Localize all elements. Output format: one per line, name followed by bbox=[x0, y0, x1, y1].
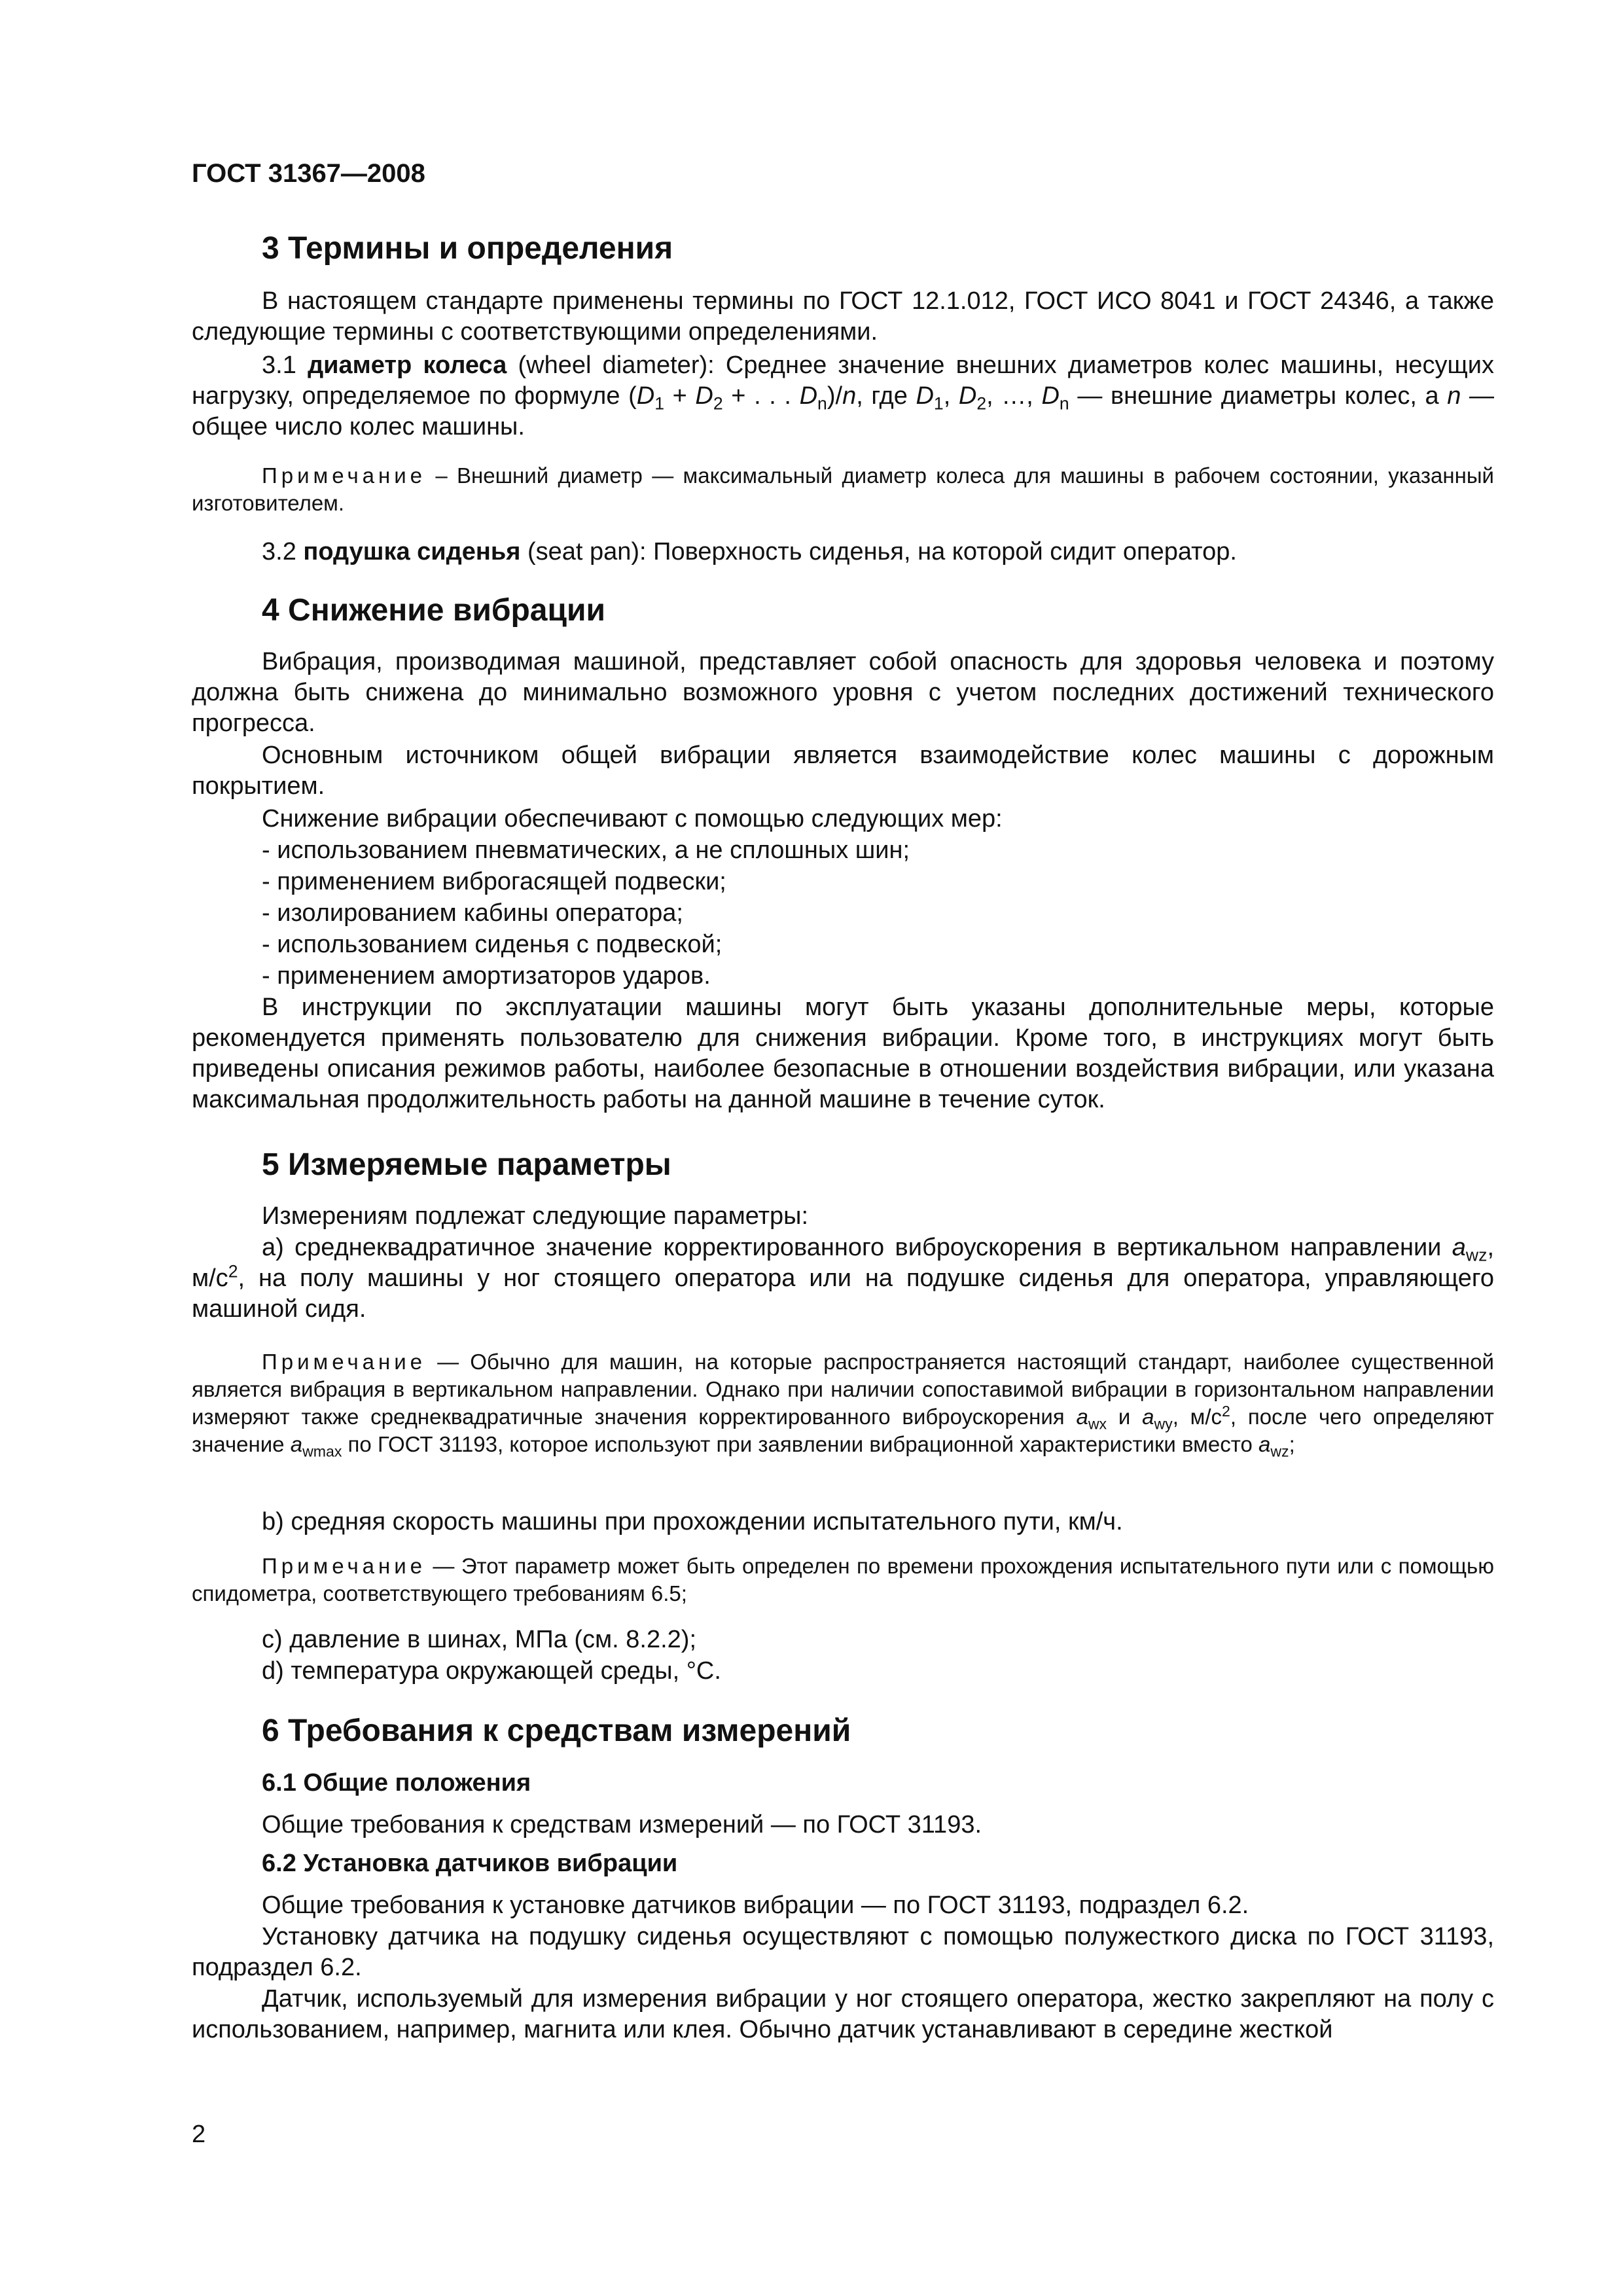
section-3-title: 3 Термины и определения bbox=[262, 231, 673, 266]
section-4-paragraph: Вибрация, производимая машиной, представляет собой опасность для здоровья человека и поэтому должна быть снижена до минимально возможного уровня с учетом последних достижений технического прогресса. bbox=[192, 648, 1494, 737]
symbol-sub: wz bbox=[1465, 1245, 1488, 1265]
term-3-1-text: — внешние диаметры колес, а bbox=[1069, 382, 1448, 410]
term-3-2-number: 3.2 bbox=[262, 538, 296, 565]
note-2-text: по ГОСТ 31193, которое используют при заявлении вибрационной характеристики вместо bbox=[342, 1432, 1258, 1456]
unit: , м/с bbox=[1172, 1405, 1222, 1429]
term-3-2 bbox=[192, 537, 1494, 567]
formula-D: D bbox=[695, 382, 713, 410]
symbol-sub: wz bbox=[1270, 1443, 1289, 1460]
formula-sub: n bbox=[817, 393, 827, 414]
section-5-title: 5 Измеряемые параметры bbox=[262, 1147, 671, 1182]
formula-n: n bbox=[1447, 382, 1461, 410]
list-item: - применением виброгасящей подвески; bbox=[262, 868, 726, 895]
formula-sub: 2 bbox=[713, 393, 723, 414]
symbol-a: a bbox=[1076, 1405, 1088, 1429]
formula-op: , bbox=[943, 382, 959, 410]
note-1-text: – Внешний диаметр — максимальный диаметр колеса для машины в рабочем состоянии, указанный изготовителем. bbox=[192, 463, 1494, 515]
note-1 bbox=[192, 462, 1494, 517]
symbol-a: a bbox=[290, 1432, 303, 1456]
formula-op: + bbox=[664, 382, 696, 410]
section-5-intro: Измерениям подлежат следующие параметры: bbox=[262, 1202, 809, 1230]
formula-n: n bbox=[842, 382, 857, 410]
list-item: - изолированием кабины оператора; bbox=[262, 899, 683, 927]
document-code-header: ГОСТ 31367—2008 bbox=[192, 159, 425, 188]
term-3-1-text: , где bbox=[856, 382, 916, 410]
term-3-1 bbox=[192, 350, 1494, 442]
formula-op: + . . . bbox=[722, 382, 800, 410]
subsection-6-1-title: 6.1 Общие положения bbox=[262, 1769, 531, 1797]
note-3-text: — Этот параметр может быть определен по времени прохождения испытательного пути или с помощью спидометра, соответствующего требованиям 6.5; bbox=[192, 1554, 1494, 1605]
section-3-intro: В настоящем стандарте применены термины по ГОСТ 12.1.012, ГОСТ ИСО 8041 и ГОСТ 24346, а также следующие термины с соответствующими определениями. bbox=[192, 287, 1494, 346]
formula-D: D bbox=[1041, 382, 1060, 410]
formula-op: )/ bbox=[827, 382, 843, 410]
formula-sub: 2 bbox=[976, 393, 987, 414]
symbol-a: a bbox=[1142, 1405, 1154, 1429]
parameter-d: d) температура окружающей среды, °С. bbox=[262, 1657, 721, 1685]
section-4-paragraph: В инструкции по эксплуатации машины могут быть указаны дополнительные меры, которые рекомендуется применять пользователю для снижения вибрации. Кроме того, в инструкциях могут быть приведены описания режимов работы, наиболее безопасные в отношении воздействия вибрации, или указана максимальная продолжительность работы на данной машине в течение суток. bbox=[192, 994, 1494, 1113]
parameter-a bbox=[192, 1232, 1494, 1325]
note-2-text: ; bbox=[1289, 1432, 1295, 1456]
term-3-1-number: 3.1 bbox=[262, 351, 296, 379]
parameter-b: b) средняя скорость машины при прохождении испытательного пути, км/ч. bbox=[262, 1508, 1123, 1535]
parameter-a-text: а) среднеквадратичное значение корректированного виброускорения в вертикальном направлении bbox=[262, 1234, 1452, 1261]
note-2 bbox=[192, 1348, 1494, 1458]
term-3-2-text: (seat pan): Поверхность сиденья, на которой сидит оператор. bbox=[520, 538, 1237, 565]
subsection-6-1-text: Общие требования к средствам измерений — по ГОСТ 31193. bbox=[262, 1811, 982, 1839]
unit-sup: 2 bbox=[1222, 1403, 1230, 1420]
symbol-a: a bbox=[1452, 1234, 1466, 1261]
note-2-text: — Обычно для машин, на которые распространяется настоящий стандарт, наиболее существенной является вибрация в вертикальном направлении. Однако при наличии сопоставимой вибрации в горизонтальном направлении измеряют также среднеквадратичные значения корректированного виброускорения bbox=[192, 1350, 1494, 1429]
subsection-6-2-title: 6.2 Установка датчиков вибрации bbox=[262, 1850, 678, 1877]
subsection-6-2-paragraph: Датчик, используемый для измерения вибрации у ног стоящего оператора, жестко закрепляют на полу с использованием, например, магнита или клея. Обычно датчик устанавливают в середине жесткой bbox=[192, 1985, 1494, 2043]
note-label: Примечание bbox=[262, 463, 427, 488]
term-3-1-text: — общее число колес машины. bbox=[192, 382, 1495, 440]
parameter-c: c) давление в шинах, МПа (см. 8.2.2); bbox=[262, 1626, 697, 1653]
list-item: - использованием пневматических, а не сплошных шин; bbox=[262, 836, 910, 864]
section-4-paragraph: Основным источником общей вибрации является взаимодействие колес машины с дорожным покрытием. bbox=[192, 742, 1494, 800]
symbol-sub: wx bbox=[1088, 1415, 1107, 1433]
page-number: 2 bbox=[192, 2121, 206, 2148]
subsection-6-2-paragraph: Установку датчика на подушку сиденья осуществляют с помощью полужесткого диска по ГОСТ 31193, подраздел 6.2. bbox=[192, 1923, 1494, 1981]
term-3-2-term: подушка сиденья bbox=[303, 538, 521, 565]
symbol-a: a bbox=[1258, 1432, 1271, 1456]
symbol-sub: wmax bbox=[302, 1443, 342, 1460]
list-item: - применением амортизаторов ударов. bbox=[262, 962, 711, 990]
list-item: - использованием сиденья с подвеской; bbox=[262, 931, 722, 958]
formula-D: D bbox=[916, 382, 934, 410]
section-4-title: 4 Снижение вибрации bbox=[262, 593, 606, 628]
section-6-title: 6 Требования к средствам измерений bbox=[262, 1713, 851, 1748]
parameter-a-text: , на полу машины у ног стоящего оператора или на подушке сиденья для оператора, управляющего машиной сидя. bbox=[192, 1265, 1494, 1323]
section-4-paragraph: Снижение вибрации обеспечивают с помощью следующих мер: bbox=[262, 805, 1003, 833]
formula-sub: n bbox=[1059, 393, 1069, 414]
note-3 bbox=[192, 1552, 1494, 1607]
unit-sup: 2 bbox=[228, 1261, 238, 1282]
term-3-1-term: диаметр колеса bbox=[308, 351, 507, 379]
formula-sub: 1 bbox=[654, 393, 664, 414]
formula-op: , …, bbox=[986, 382, 1042, 410]
note-2-text: , после чего определяют значение bbox=[192, 1405, 1494, 1456]
unit: , м/с bbox=[192, 1234, 1494, 1292]
formula-D: D bbox=[958, 382, 977, 410]
symbol-sub: wy bbox=[1154, 1415, 1173, 1433]
note-label: Примечание bbox=[262, 1350, 427, 1374]
formula-sub: 1 bbox=[933, 393, 944, 414]
subsection-6-2-paragraph: Общие требования к установке датчиков вибрации — по ГОСТ 31193, подраздел 6.2. bbox=[262, 1892, 1249, 1919]
note-2-text: и bbox=[1107, 1405, 1143, 1429]
formula-D: D bbox=[636, 382, 655, 410]
formula-D: D bbox=[799, 382, 818, 410]
note-label: Примечание bbox=[262, 1554, 427, 1578]
term-3-1-text: (wheel diameter): Среднее значение внешних диаметров колес машины, несущих нагрузку, определяемое по формуле ( bbox=[192, 351, 1494, 410]
